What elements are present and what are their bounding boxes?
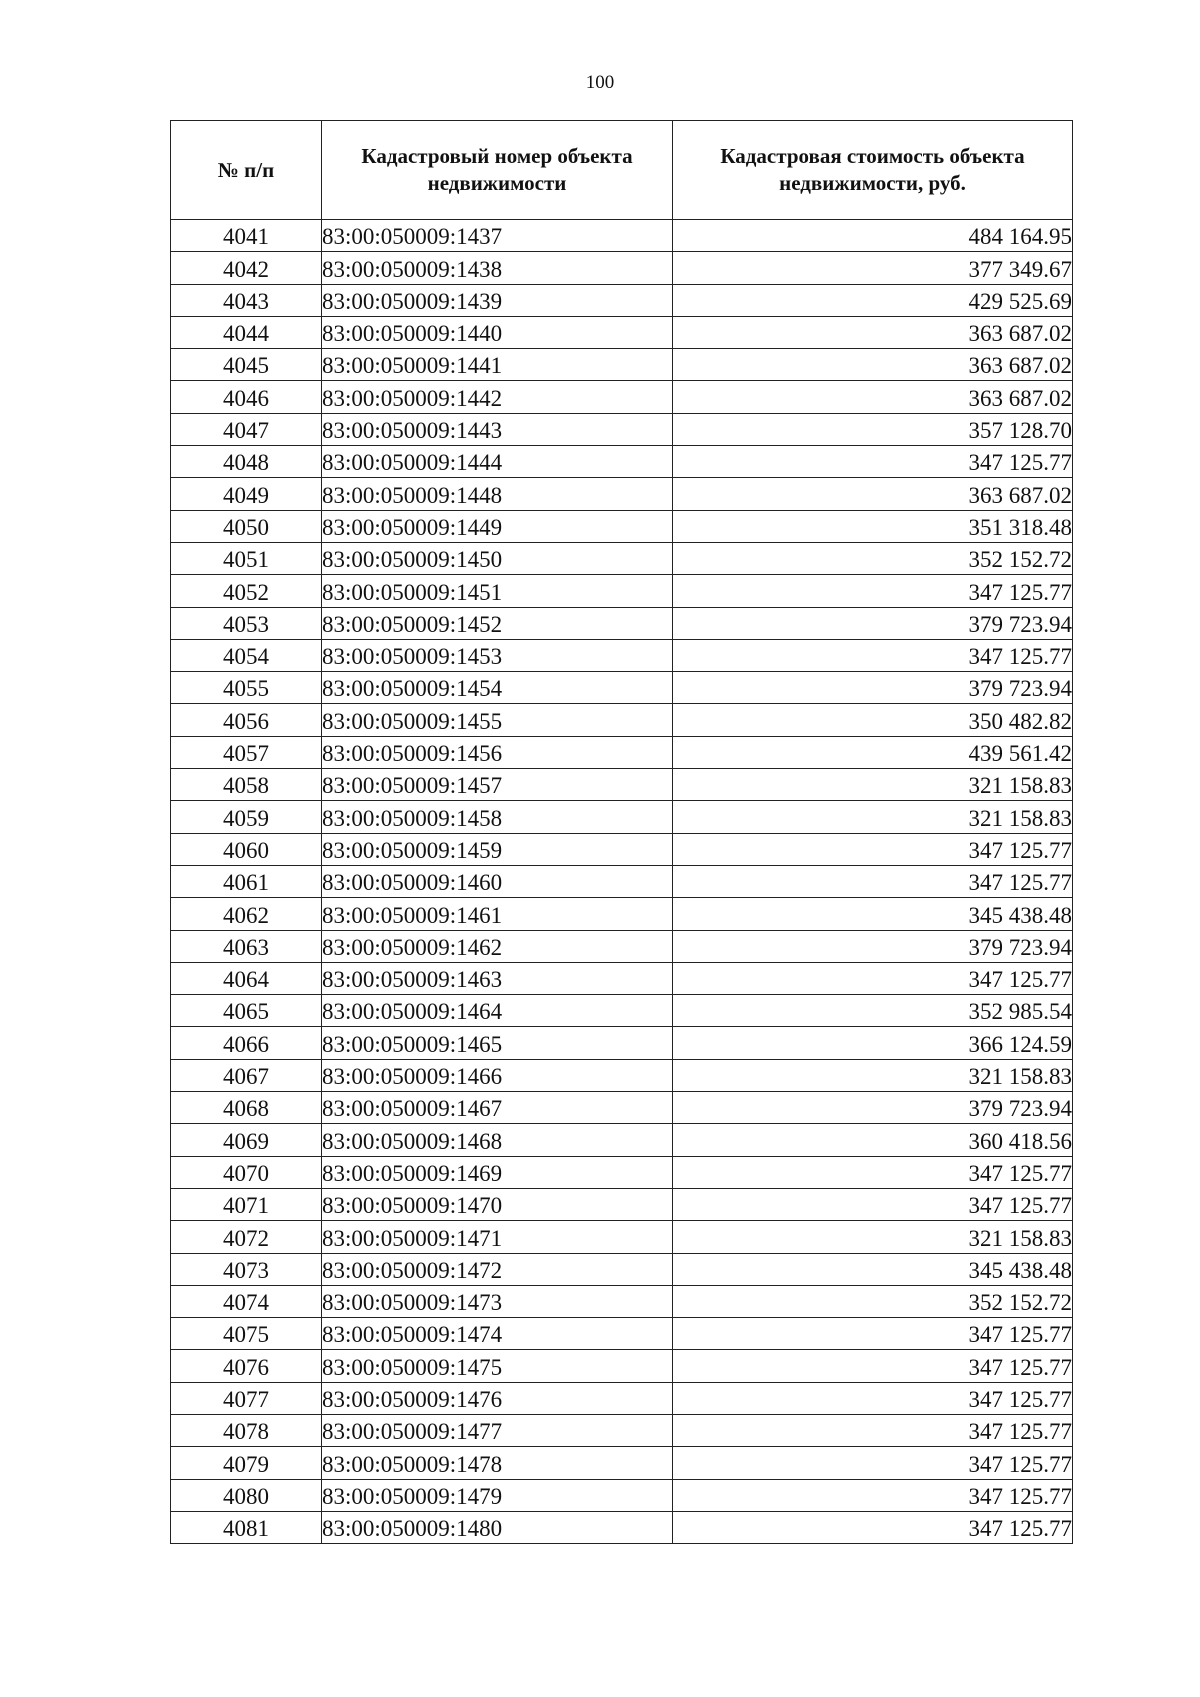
cadastral-value-cell: 363 687.02 [673, 349, 1073, 381]
cadastral-value-table [170, 120, 1073, 1544]
cadastral-value-cell: 321 158.83 [673, 769, 1073, 801]
row-number-cell: 4078 [171, 1414, 322, 1446]
row-number-cell: 4059 [171, 801, 322, 833]
cadastral-number-cell: 83:00:050009:1460 [322, 865, 673, 897]
table-row [171, 413, 1073, 445]
table-row [171, 1479, 1073, 1511]
cadastral-value-cell: 379 723.94 [673, 930, 1073, 962]
row-number-cell: 4064 [171, 962, 322, 994]
row-number-cell: 4041 [171, 220, 322, 252]
row-number-cell: 4051 [171, 542, 322, 574]
row-number-cell: 4072 [171, 1221, 322, 1253]
table-row [171, 252, 1073, 284]
cadastral-number-cell: 83:00:050009:1454 [322, 672, 673, 704]
table-row [171, 575, 1073, 607]
table-row [171, 833, 1073, 865]
row-number-cell: 4055 [171, 672, 322, 704]
row-number-cell: 4061 [171, 865, 322, 897]
table-row [171, 769, 1073, 801]
row-number-cell: 4044 [171, 316, 322, 348]
row-number-cell: 4058 [171, 769, 322, 801]
table-row [171, 284, 1073, 316]
table-row [171, 639, 1073, 671]
row-number-cell: 4048 [171, 446, 322, 478]
cadastral-value-cell: 347 125.77 [673, 639, 1073, 671]
table-row [171, 1188, 1073, 1220]
cadastral-number-cell: 83:00:050009:1452 [322, 607, 673, 639]
cadastral-value-cell: 347 125.77 [673, 962, 1073, 994]
cadastral-number-cell: 83:00:050009:1453 [322, 639, 673, 671]
cadastral-value-cell: 351 318.48 [673, 510, 1073, 542]
header-row [171, 121, 1073, 220]
cadastral-number-cell: 83:00:050009:1479 [322, 1479, 673, 1511]
cadastral-value-cell: 363 687.02 [673, 316, 1073, 348]
table-row [171, 1285, 1073, 1317]
cadastral-value-cell: 345 438.48 [673, 898, 1073, 930]
row-number-cell: 4049 [171, 478, 322, 510]
cadastral-number-cell: 83:00:050009:1468 [322, 1124, 673, 1156]
cadastral-value-cell: 347 125.77 [673, 1414, 1073, 1446]
cadastral-number-cell: 83:00:050009:1450 [322, 542, 673, 574]
cadastral-value-cell: 321 158.83 [673, 1059, 1073, 1091]
cadastral-value-cell: 347 125.77 [673, 446, 1073, 478]
table-row [171, 542, 1073, 574]
row-number-cell: 4074 [171, 1285, 322, 1317]
row-number-cell: 4069 [171, 1124, 322, 1156]
row-number-cell: 4066 [171, 1027, 322, 1059]
cadastral-value-cell: 347 125.77 [673, 1447, 1073, 1479]
cadastral-number-cell: 83:00:050009:1462 [322, 930, 673, 962]
cadastral-number-cell: 83:00:050009:1443 [322, 413, 673, 445]
table-row [171, 316, 1073, 348]
table-row [171, 1318, 1073, 1350]
table-row [171, 672, 1073, 704]
row-number-cell: 4042 [171, 252, 322, 284]
table-row [171, 736, 1073, 768]
table-row [171, 220, 1073, 252]
row-number-cell: 4071 [171, 1188, 322, 1220]
table-row [171, 381, 1073, 413]
table-row [171, 930, 1073, 962]
row-number-cell: 4056 [171, 704, 322, 736]
cadastral-number-cell: 83:00:050009:1469 [322, 1156, 673, 1188]
cadastral-number-cell: 83:00:050009:1480 [322, 1511, 673, 1543]
table-row [171, 607, 1073, 639]
row-number-cell: 4053 [171, 607, 322, 639]
header-cadastral-value: Кадастровая стоимость объекта недвижимости, руб. [673, 121, 1073, 220]
row-number-cell: 4045 [171, 349, 322, 381]
row-number-cell: 4070 [171, 1156, 322, 1188]
row-number-cell: 4073 [171, 1253, 322, 1285]
cadastral-value-cell: 350 482.82 [673, 704, 1073, 736]
cadastral-number-cell: 83:00:050009:1461 [322, 898, 673, 930]
table-row [171, 1447, 1073, 1479]
cadastral-number-cell: 83:00:050009:1464 [322, 995, 673, 1027]
cadastral-number-cell: 83:00:050009:1473 [322, 1285, 673, 1317]
cadastral-value-cell: 347 125.77 [673, 1350, 1073, 1382]
cadastral-number-cell: 83:00:050009:1456 [322, 736, 673, 768]
row-number-cell: 4047 [171, 413, 322, 445]
cadastral-value-cell: 379 723.94 [673, 1092, 1073, 1124]
cadastral-number-cell: 83:00:050009:1472 [322, 1253, 673, 1285]
cadastral-number-cell: 83:00:050009:1441 [322, 349, 673, 381]
row-number-cell: 4079 [171, 1447, 322, 1479]
table-row [171, 995, 1073, 1027]
cadastral-number-cell: 83:00:050009:1474 [322, 1318, 673, 1350]
cadastral-value-cell: 363 687.02 [673, 381, 1073, 413]
row-number-cell: 4077 [171, 1382, 322, 1414]
cadastral-number-cell: 83:00:050009:1459 [322, 833, 673, 865]
cadastral-number-cell: 83:00:050009:1471 [322, 1221, 673, 1253]
cadastral-number-cell: 83:00:050009:1437 [322, 220, 673, 252]
table-header [171, 121, 1073, 220]
cadastral-value-cell: 360 418.56 [673, 1124, 1073, 1156]
table-body [171, 220, 1073, 1544]
row-number-cell: 4065 [171, 995, 322, 1027]
cadastral-number-cell: 83:00:050009:1465 [322, 1027, 673, 1059]
cadastral-value-cell: 484 164.95 [673, 220, 1073, 252]
row-number-cell: 4052 [171, 575, 322, 607]
cadastral-number-cell: 83:00:050009:1455 [322, 704, 673, 736]
row-number-cell: 4046 [171, 381, 322, 413]
cadastral-number-cell: 83:00:050009:1476 [322, 1382, 673, 1414]
table-row [171, 1221, 1073, 1253]
table-row [171, 865, 1073, 897]
cadastral-value-cell: 321 158.83 [673, 1221, 1073, 1253]
page-number: 100 [585, 72, 615, 93]
table-row [171, 349, 1073, 381]
cadastral-value-cell: 357 128.70 [673, 413, 1073, 445]
cadastral-value-cell: 347 125.77 [673, 1188, 1073, 1220]
cadastral-number-cell: 83:00:050009:1458 [322, 801, 673, 833]
cadastral-value-cell: 321 158.83 [673, 801, 1073, 833]
table-row [171, 1059, 1073, 1091]
cadastral-number-cell: 83:00:050009:1463 [322, 962, 673, 994]
table-row [171, 510, 1073, 542]
table-row [171, 1253, 1073, 1285]
row-number-cell: 4067 [171, 1059, 322, 1091]
table-row [171, 1350, 1073, 1382]
cadastral-value-cell: 379 723.94 [673, 607, 1073, 639]
row-number-cell: 4062 [171, 898, 322, 930]
cadastral-value-cell: 347 125.77 [673, 575, 1073, 607]
cadastral-value-cell: 347 125.77 [673, 1479, 1073, 1511]
cadastral-value-cell: 352 985.54 [673, 995, 1073, 1027]
cadastral-number-cell: 83:00:050009:1439 [322, 284, 673, 316]
cadastral-value-cell: 439 561.42 [673, 736, 1073, 768]
cadastral-number-cell: 83:00:050009:1448 [322, 478, 673, 510]
table-row [171, 962, 1073, 994]
row-number-cell: 4068 [171, 1092, 322, 1124]
cadastral-value-cell: 347 125.77 [673, 833, 1073, 865]
cadastral-number-cell: 83:00:050009:1466 [322, 1059, 673, 1091]
cadastral-value-cell: 347 125.77 [673, 1318, 1073, 1350]
table-row [171, 1156, 1073, 1188]
row-number-cell: 4075 [171, 1318, 322, 1350]
cadastral-number-cell: 83:00:050009:1478 [322, 1447, 673, 1479]
table-row [171, 1511, 1073, 1543]
table-row [171, 1382, 1073, 1414]
cadastral-number-cell: 83:00:050009:1449 [322, 510, 673, 542]
table-row [171, 1414, 1073, 1446]
row-number-cell: 4043 [171, 284, 322, 316]
cadastral-value-cell: 347 125.77 [673, 865, 1073, 897]
cadastral-number-cell: 83:00:050009:1438 [322, 252, 673, 284]
cadastral-value-cell: 379 723.94 [673, 672, 1073, 704]
cadastral-number-cell: 83:00:050009:1444 [322, 446, 673, 478]
cadastral-value-cell: 377 349.67 [673, 252, 1073, 284]
cadastral-number-cell: 83:00:050009:1451 [322, 575, 673, 607]
table-row [171, 446, 1073, 478]
cadastral-number-cell: 83:00:050009:1467 [322, 1092, 673, 1124]
cadastral-number-cell: 83:00:050009:1470 [322, 1188, 673, 1220]
header-row-number: № п/п [171, 121, 322, 220]
row-number-cell: 4060 [171, 833, 322, 865]
row-number-cell: 4076 [171, 1350, 322, 1382]
cadastral-value-cell: 347 125.77 [673, 1382, 1073, 1414]
row-number-cell: 4081 [171, 1511, 322, 1543]
cadastral-value-cell: 366 124.59 [673, 1027, 1073, 1059]
cadastral-value-cell: 429 525.69 [673, 284, 1073, 316]
cadastral-value-cell: 352 152.72 [673, 1285, 1073, 1317]
table-row [171, 704, 1073, 736]
table-row [171, 898, 1073, 930]
table-row [171, 1092, 1073, 1124]
header-cadastral-number: Кадастровый номер объекта недвижимости [322, 121, 673, 220]
row-number-cell: 4050 [171, 510, 322, 542]
cadastral-value-cell: 345 438.48 [673, 1253, 1073, 1285]
table-row [171, 1027, 1073, 1059]
cadastral-number-cell: 83:00:050009:1457 [322, 769, 673, 801]
cadastral-value-cell: 352 152.72 [673, 542, 1073, 574]
cadastral-number-cell: 83:00:050009:1442 [322, 381, 673, 413]
row-number-cell: 4063 [171, 930, 322, 962]
cadastral-value-cell: 347 125.77 [673, 1511, 1073, 1543]
cadastral-number-cell: 83:00:050009:1477 [322, 1414, 673, 1446]
cadastral-value-cell: 347 125.77 [673, 1156, 1073, 1188]
cadastral-number-cell: 83:00:050009:1440 [322, 316, 673, 348]
row-number-cell: 4054 [171, 639, 322, 671]
row-number-cell: 4080 [171, 1479, 322, 1511]
cadastral-number-cell: 83:00:050009:1475 [322, 1350, 673, 1382]
table-row [171, 801, 1073, 833]
row-number-cell: 4057 [171, 736, 322, 768]
table-row [171, 478, 1073, 510]
table-row [171, 1124, 1073, 1156]
cadastral-value-cell: 363 687.02 [673, 478, 1073, 510]
